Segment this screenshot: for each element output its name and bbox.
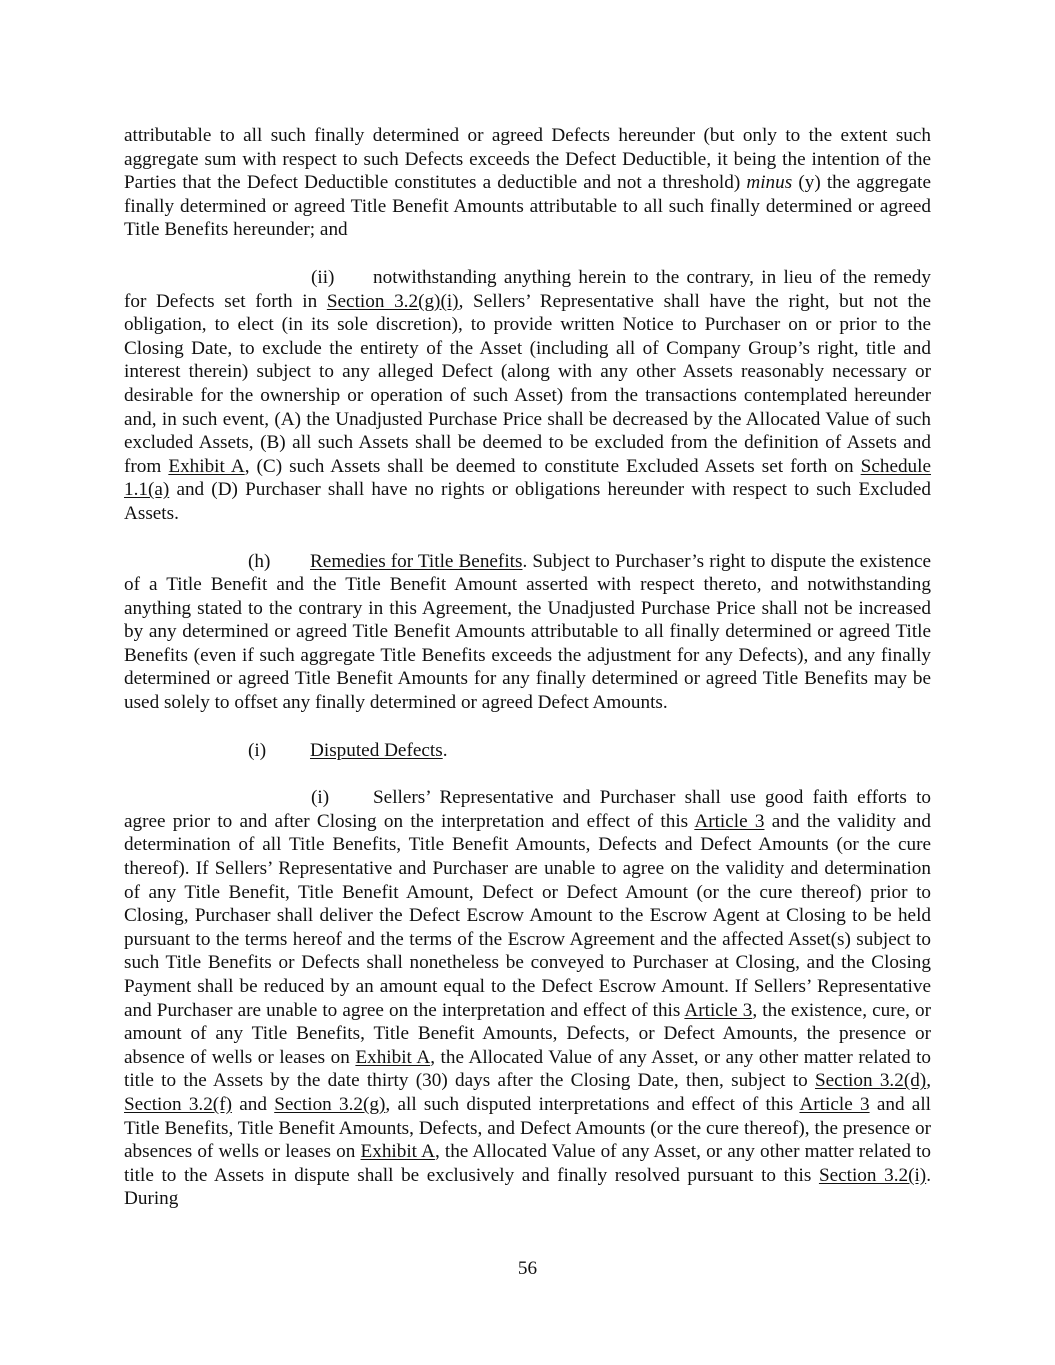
text-run: , Sellers’ Representative shall have the right, but not the obligation, to elect (in its sole discretion), to provide written Notice to Purchaser on or prior to the Closing Date, to exclude the entirety of the Asset (including all of Company Group’s right, title and interest therein) subject to any alleged Defect (along with any other Assets reasonably necessary or desirable for the ownership or operation of such Asset) from the transactions contemplated hereunder and, in such event, (A) the Unadjusted Purchase Price shall be decreased by the Allocated Value of such excluded Assets, (B) all such Assets shall be deemed to be excluded from the definition of Assets and from	[124, 290, 931, 477]
text-run: (y) the aggregate finally determined or agreed Title Benefit Amounts attributable to all such finally determined or agreed Title Benefits hereunder; and	[124, 172, 931, 241]
cross-reference: Exhibit A	[360, 1141, 435, 1163]
text-run: , the existence, cure, or amount of any Title Benefits, Title Benefit Amounts, Defects, or Defect Amounts, the presence or absence of wells or leases on	[124, 999, 932, 1068]
text-run: , the Allocated Value of any Asset, or any other matter related to title to the Assets by the date thirty (30) days after the Closing Date, then, subject to	[124, 1046, 931, 1092]
text-run: notwithstanding anything herein to the contrary, in lieu of the remedy for Defects set forth in	[124, 266, 931, 312]
text-run: and the validity and determination of all Title Benefits, Title Benefit Amounts, Defects and Defect Amounts (or the cure thereof). If Sellers’ Representative and Purchaser are unable to agree on the validity and determination of any Title Benefit, Title Benefit Amount, Defect or Defect Amount (or the cure thereof) prior to Closing, Purchaser shall deliver the Defect Escrow Amount to the Escrow Agent at Closing to be held pursuant to the terms hereof and the terms of the Escrow Agreement and the affected Asset(s) subject to such Title Benefits or Defects shall nonetheless be conveyed to Purchaser at Closing, and the Closing Payment shall be reduced by an amount equal to the Defect Escrow Amount. If Sellers’ Representative and Purchaser are unable to agree on the interpretation and effect of this	[124, 810, 931, 1021]
text-run: . During	[124, 1164, 931, 1210]
text-run: . Subject to Purchaser’s right to dispute the existence of a Title Benefit and the Title Benefit Amount asserted with respect thereto, and notwithstanding anything stated to the contrary in this Agreement, the Unadjusted Purchase Price shall not be increased by any determined or agreed Title Benefit Amounts attributable to all finally determined or agreed Title Benefits (even if such aggregate Title Benefits exceeds the adjustment for any Defects), and any finally determined or agreed Title Benefit Amounts for any finally determined or agreed Title Benefits may be used solely to offset any finally determined or agreed Defect Amounts.	[124, 550, 931, 714]
cross-reference: Article 3	[684, 999, 753, 1021]
text-run: .	[442, 739, 448, 761]
text-run: Sellers’ Representative and Purchaser shall use good faith efforts to agree prior to and after Closing on the interpretation and effect of this	[124, 787, 931, 832]
text-run: and all Title Benefits, Title Benefit Amounts, Defects, and Defect Amounts (or the cure thereof), the presence or absences of wells or leases on	[124, 1093, 931, 1163]
text-run: , (C) such Assets shall be deemed to constitute Excluded Assets set forth on	[244, 455, 861, 477]
cross-reference: Section 3.2(g)(i)	[326, 290, 459, 312]
text-run: and	[231, 1093, 275, 1115]
paragraph-section-i-heading	[124, 739, 931, 763]
cross-reference: Exhibit A	[355, 1046, 431, 1068]
cross-reference: Section 3.2(g)	[274, 1093, 386, 1115]
italic-term-minus: minus	[746, 172, 793, 194]
paragraph-subsection-ii	[124, 266, 931, 526]
subsection-number: (i)	[311, 787, 330, 809]
cross-reference: Article 3	[799, 1093, 870, 1115]
paragraph-continuation	[124, 124, 931, 242]
text-run: attributable to all such finally determined or agreed Defects hereunder (but only to the extent such aggregate sum with respect to such Defects exceeds the Defect Deductible, it being the intention of the Parties that the Defect Deductible constitutes a deductible and not a threshold)	[124, 125, 931, 194]
paragraph-subsection-i	[124, 786, 931, 1211]
section-heading: Disputed Defects	[310, 739, 443, 761]
cross-reference: Section 3.2(i)	[818, 1164, 927, 1186]
cross-reference: Schedule 1.1(a)	[124, 455, 931, 501]
text-run: and (D) Purchaser shall have no rights or obligations hereunder with respect to such Excluded Assets.	[124, 479, 931, 524]
cross-reference: Section 3.2(f)	[124, 1093, 232, 1115]
document-page-body	[124, 124, 931, 1211]
section-number: (i)	[248, 739, 267, 761]
subsection-number: (ii)	[311, 266, 335, 288]
text-run: , the Allocated Value of any Asset, or any other matter related to title to the Assets in dispute shall be exclusively and finally resolved pursuant to this	[124, 1141, 932, 1186]
cross-reference: Article 3	[694, 810, 765, 832]
cross-reference: Section 3.2(d)	[814, 1070, 927, 1092]
section-number: (h)	[248, 550, 271, 572]
page-number: 56	[517, 1258, 538, 1279]
text-run: , all such disputed interpretations and effect of this	[385, 1093, 800, 1115]
cross-reference: Exhibit A	[168, 455, 245, 477]
paragraph-section-h	[124, 550, 931, 715]
text-run: ,	[926, 1070, 931, 1092]
section-heading: Remedies for Title Benefits	[310, 550, 523, 572]
